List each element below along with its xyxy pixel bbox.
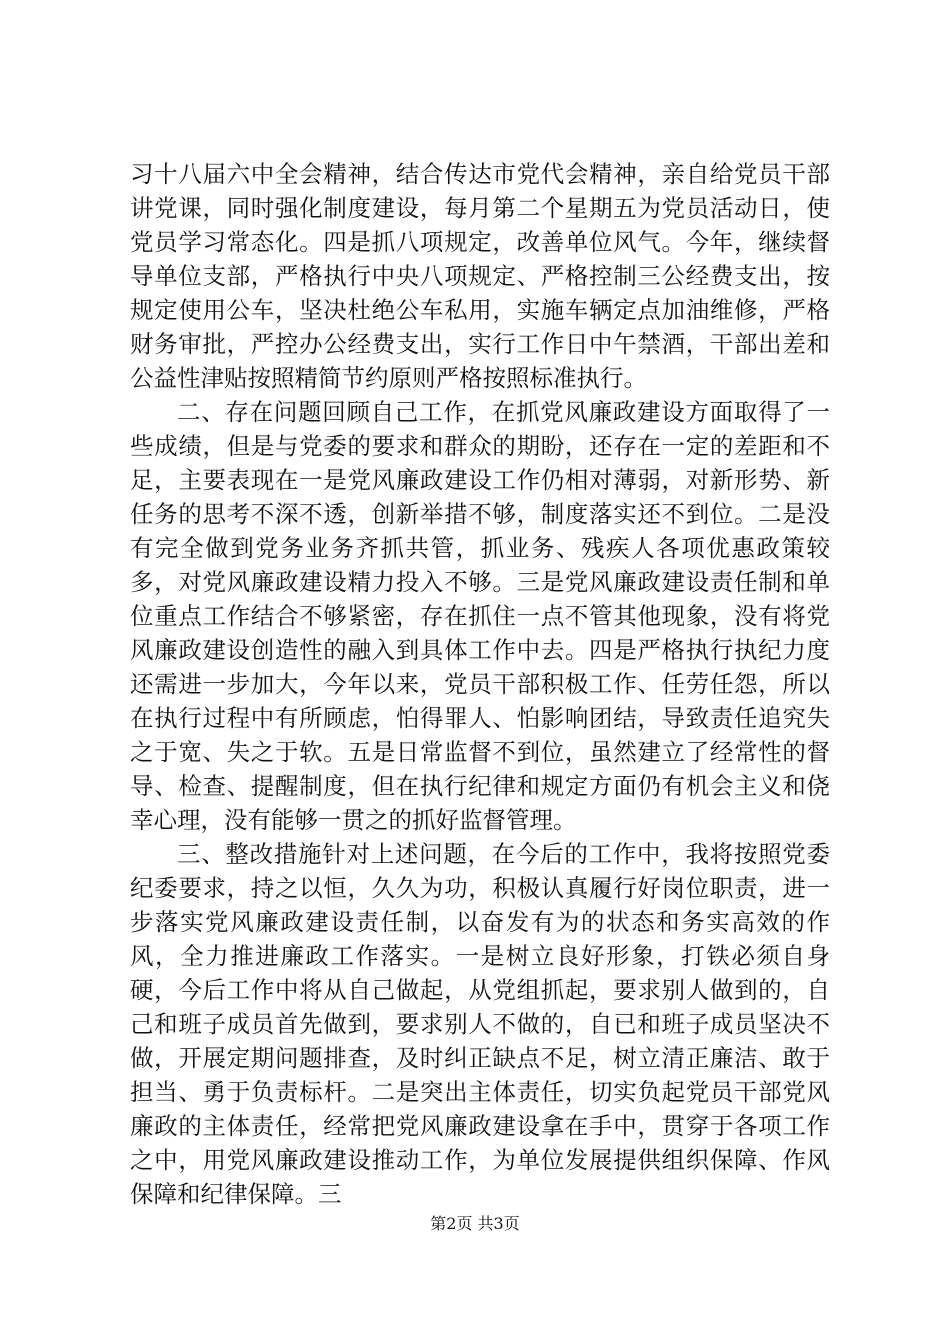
paragraph-continuation: 习十八届六中全会精神，结合传达市党代会精神，亲自给党员干部讲党课，同时强化制度建设，每月第二个星期五为党员活动日，使党员学习常态化。四是抓八项规定，改善单位风气。今年，继续督导单位支部，严格执行中央八项规定、严格控制三公经费支出，按规定使用公车，坚决杜绝公车私用，实施车辆定点加油维修，严格财务审批，严控办公经费支出，实行工作日中午禁酒，干部出差和公益性津贴按照精简节约原则严格按照标准执行。 [130, 160, 830, 392]
paragraph-section-two: 二、存在问题回顾自己工作，在抓党风廉政建设方面取得了一些成绩，但是与党委的要求和群众的期盼，还存在一定的差距和不足，主要表现在一是党风廉政建设工作仍相对薄弱，对新形势、新任务的思考不深不透，创新举措不够，制度落实还不到位。二是没有完全做到党务业务齐抓共管，抓业务、残疾人各项优惠政策较多，对党风廉政建设精力投入不够。三是党风廉政建设责任制和单位重点工作结合不够紧密，存在抓住一点不管其他现象，没有将党风廉政建设创造性的融入到具体工作中去。四是严格执行执纪力度还需进一步加大，今年以来，党员干部积极工作、任劳任怨，所以在执行过程中有所顾虑，怕得罪人、怕影响团结，导致责任追究失之于宽、失之于软。五是日常监督不到位，虽然建立了经常性的督导、检查、提醒制度，但在执行纪律和规定方面仍有机会主义和侥幸心理，没有能够一贯之的抓好监督管理。 [130, 398, 830, 834]
document-body [130, 157, 830, 1211]
page-footer: 第2页 共3页 [430, 1214, 520, 1233]
paragraph-section-three: 三、整改措施针对上述问题，在今后的工作中，我将按照党委纪委要求，持之以恒，久久为功，积极认真履行好岗位职责，进一步落实党风廉政建设责任制，以奋发有为的状态和务实高效的作风，全力推进廉政工作落实。一是树立良好形象，打铁必须自身硬，今后工作中将从自己做起，从党组抓起，要求别人做到的，自己和班子成员首先做到，要求别人不做的，自已和班子成员坚决不做，开展定期问题排查，及时纠正缺点不足，树立清正廉洁、敢于担当、勇于负责标杆。二是突出主体责任，切实负起党员干部党风廉政的主体责任，经常把党风廉政建设拿在手中，贯穿于各项工作之中，用党风廉政建设推动工作，为单位发展提供组织保障、作风保障和纪律保障。三 [130, 840, 830, 1208]
